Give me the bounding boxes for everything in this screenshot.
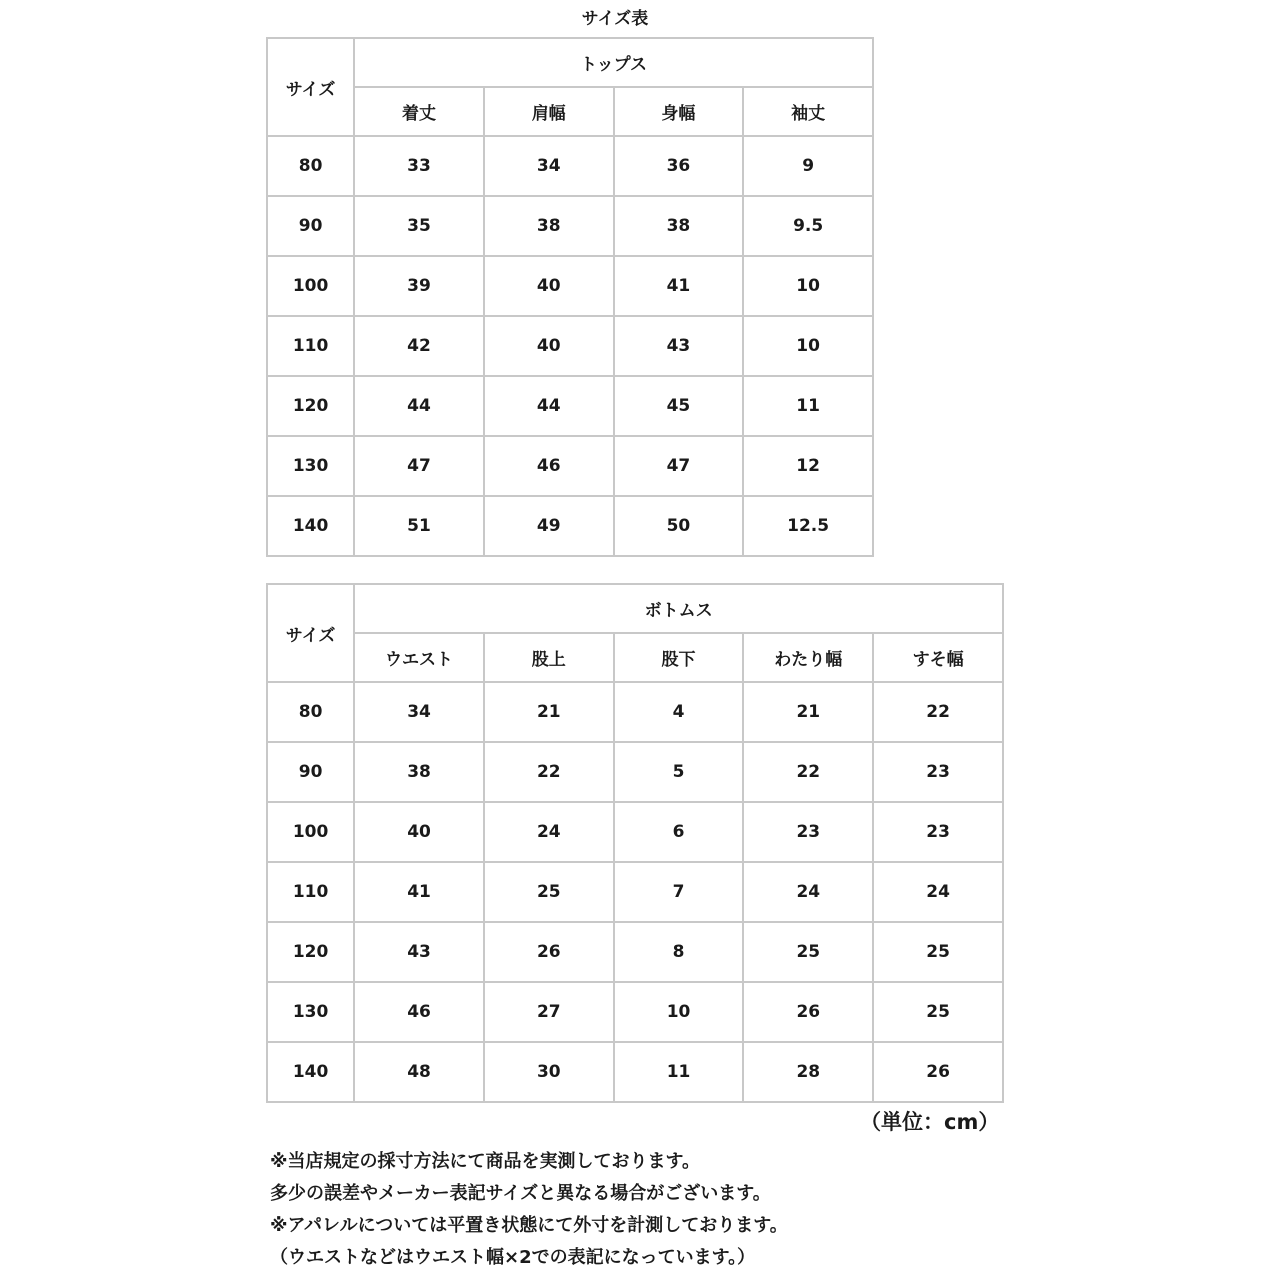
- value-cell: 46: [354, 982, 484, 1042]
- table-row: [267, 742, 1003, 802]
- notes: [270, 1146, 1260, 1274]
- value-cell: 11: [614, 1042, 744, 1102]
- value-cell: 36: [614, 136, 744, 196]
- value-cell: 43: [614, 316, 744, 376]
- value-cell: 21: [743, 682, 873, 742]
- value-cell: 9.5: [743, 196, 873, 256]
- bottoms-size-header: サイズ: [267, 584, 354, 682]
- note-line: ※当店規定の採寸方法にて商品を実測しております。: [270, 1151, 701, 1172]
- value-cell: 45: [614, 376, 744, 436]
- size-cell: 120: [267, 922, 354, 982]
- value-cell: 51: [354, 496, 484, 556]
- tops-column-header: 着丈: [354, 87, 484, 136]
- value-cell: 5: [614, 742, 744, 802]
- value-cell: 44: [484, 376, 614, 436]
- size-cell: 90: [267, 742, 354, 802]
- value-cell: 26: [873, 1042, 1003, 1102]
- value-cell: 12: [743, 436, 873, 496]
- table-row: [267, 436, 873, 496]
- table-row: [267, 982, 1003, 1042]
- table-row: [267, 922, 1003, 982]
- size-cell: 130: [267, 982, 354, 1042]
- value-cell: 22: [484, 742, 614, 802]
- value-cell: 10: [743, 256, 873, 316]
- table-row: [267, 136, 873, 196]
- value-cell: 10: [614, 982, 744, 1042]
- value-cell: 25: [743, 922, 873, 982]
- value-cell: 34: [354, 682, 484, 742]
- tops-column-header: 肩幅: [484, 87, 614, 136]
- value-cell: 24: [873, 862, 1003, 922]
- value-cell: 8: [614, 922, 744, 982]
- table-row: [267, 496, 873, 556]
- bottoms-column-header: ウエスト: [354, 633, 484, 682]
- value-cell: 40: [484, 256, 614, 316]
- bottoms-column-header: 股下: [614, 633, 744, 682]
- value-cell: 10: [743, 316, 873, 376]
- tops-column-header: 袖丈: [743, 87, 873, 136]
- unit-label: （単位：cm）: [860, 1110, 1000, 1134]
- value-cell: 25: [484, 862, 614, 922]
- table-row: [267, 196, 873, 256]
- table-row: [267, 256, 873, 316]
- note-line: 多少の誤差やメーカー表記サイズと異なる場合がございます。: [270, 1183, 771, 1204]
- size-cell: 80: [267, 682, 354, 742]
- table-row: [267, 376, 873, 436]
- size-cell: 100: [267, 256, 354, 316]
- bottoms-column-header: すそ幅: [873, 633, 1003, 682]
- value-cell: 41: [614, 256, 744, 316]
- value-cell: 47: [614, 436, 744, 496]
- value-cell: 35: [354, 196, 484, 256]
- value-cell: 11: [743, 376, 873, 436]
- bottoms-column-header: 股上: [484, 633, 614, 682]
- value-cell: 33: [354, 136, 484, 196]
- tops-group-header: トップス: [354, 38, 873, 87]
- value-cell: 38: [354, 742, 484, 802]
- size-cell: 80: [267, 136, 354, 196]
- value-cell: 22: [743, 742, 873, 802]
- table-row: [267, 1042, 1003, 1102]
- value-cell: 6: [614, 802, 744, 862]
- note-line: （ウエストなどはウエスト幅×2での表記になっています。）: [270, 1247, 756, 1268]
- size-cell: 120: [267, 376, 354, 436]
- table-row: [267, 316, 873, 376]
- value-cell: 23: [873, 802, 1003, 862]
- value-cell: 24: [743, 862, 873, 922]
- value-cell: 25: [873, 982, 1003, 1042]
- value-cell: 27: [484, 982, 614, 1042]
- bottoms-group-header: ボトムス: [354, 584, 1003, 633]
- value-cell: 41: [354, 862, 484, 922]
- value-cell: 22: [873, 682, 1003, 742]
- size-cell: 90: [267, 196, 354, 256]
- value-cell: 7: [614, 862, 744, 922]
- value-cell: 46: [484, 436, 614, 496]
- value-cell: 9: [743, 136, 873, 196]
- size-cell: 140: [267, 496, 354, 556]
- table-row: [267, 682, 1003, 742]
- value-cell: 39: [354, 256, 484, 316]
- value-cell: 12.5: [743, 496, 873, 556]
- value-cell: 34: [484, 136, 614, 196]
- value-cell: 26: [484, 922, 614, 982]
- size-cell: 130: [267, 436, 354, 496]
- value-cell: 38: [614, 196, 744, 256]
- value-cell: 42: [354, 316, 484, 376]
- value-cell: 40: [484, 316, 614, 376]
- value-cell: 23: [743, 802, 873, 862]
- value-cell: 49: [484, 496, 614, 556]
- table-row: [267, 862, 1003, 922]
- value-cell: 44: [354, 376, 484, 436]
- value-cell: 30: [484, 1042, 614, 1102]
- note-line: ※アパレルについては平置き状態にて外寸を計測しております。: [270, 1215, 788, 1236]
- value-cell: 4: [614, 682, 744, 742]
- table-row: [267, 802, 1003, 862]
- value-cell: 24: [484, 802, 614, 862]
- value-cell: 43: [354, 922, 484, 982]
- value-cell: 21: [484, 682, 614, 742]
- value-cell: 48: [354, 1042, 484, 1102]
- page-title: サイズ表: [581, 9, 649, 29]
- bottoms-size-table: [266, 583, 1004, 1103]
- value-cell: 50: [614, 496, 744, 556]
- value-cell: 25: [873, 922, 1003, 982]
- size-cell: 140: [267, 1042, 354, 1102]
- tops-size-table: [266, 37, 874, 557]
- value-cell: 47: [354, 436, 484, 496]
- value-cell: 40: [354, 802, 484, 862]
- value-cell: 28: [743, 1042, 873, 1102]
- tops-column-header: 身幅: [614, 87, 744, 136]
- value-cell: 23: [873, 742, 1003, 802]
- size-cell: 110: [267, 316, 354, 376]
- size-cell: 110: [267, 862, 354, 922]
- value-cell: 38: [484, 196, 614, 256]
- tops-size-header: サイズ: [267, 38, 354, 136]
- size-cell: 100: [267, 802, 354, 862]
- value-cell: 26: [743, 982, 873, 1042]
- bottoms-column-header: わたり幅: [743, 633, 873, 682]
